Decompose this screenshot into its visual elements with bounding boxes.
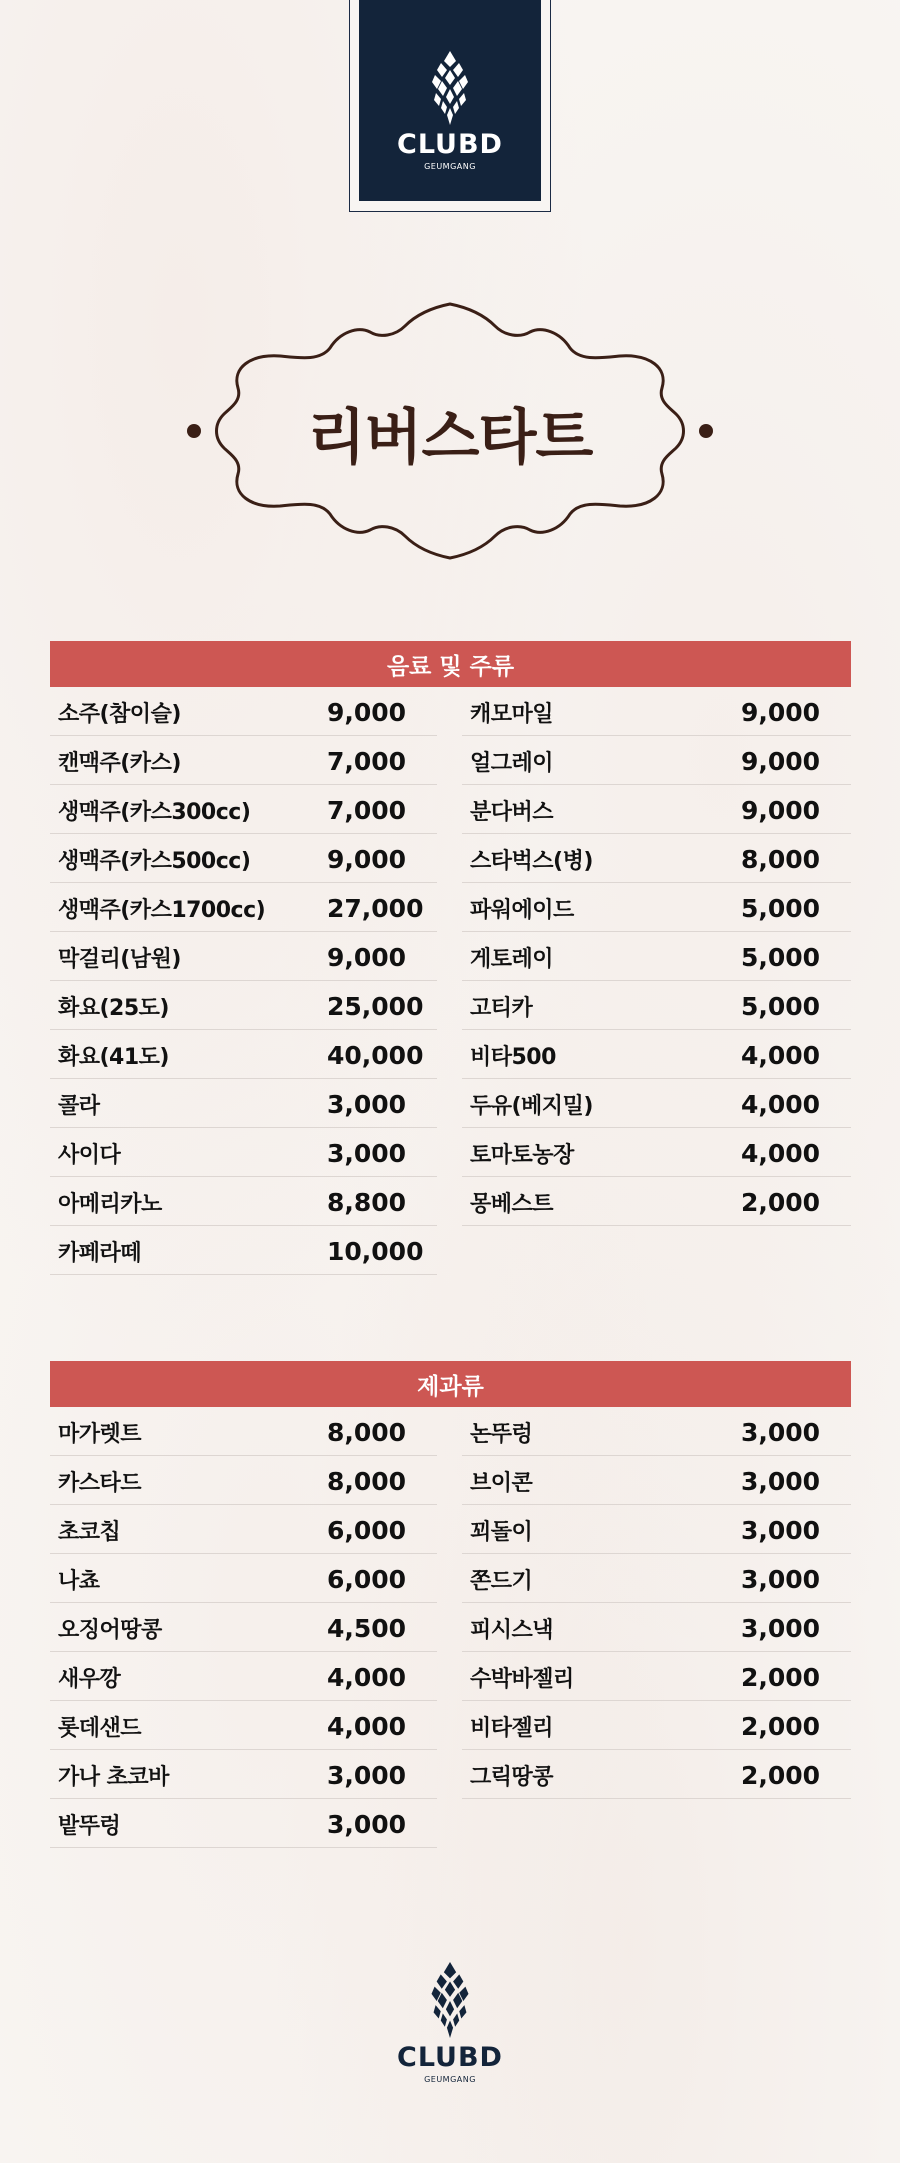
- menu-item-row: [50, 736, 437, 785]
- menu-item-price: 40,000: [327, 1041, 424, 1070]
- menu-item-row: [462, 736, 851, 785]
- menu-item-name: 논뚜렁: [470, 1422, 533, 1447]
- menu-item-row: [50, 1407, 437, 1456]
- section-header: 제과류: [50, 1361, 851, 1407]
- menu-item-price: 6,000: [327, 1516, 407, 1545]
- menu-item-row: [462, 1603, 851, 1652]
- menu-item-name: 두유(베지밀): [470, 1094, 593, 1119]
- menu-item-row: [462, 1505, 851, 1554]
- menu-item-row: [50, 1701, 437, 1750]
- menu-item-name: 카페라떼: [58, 1241, 142, 1266]
- menu-item-row: [50, 1505, 437, 1554]
- menu-item-row: [50, 932, 437, 981]
- menu-item-price: 3,000: [741, 1614, 821, 1643]
- menu-item-row: [50, 981, 437, 1030]
- menu-item-price: 3,000: [327, 1761, 407, 1790]
- menu-item-row: [462, 1554, 851, 1603]
- menu-item-name: 롯데샌드: [58, 1716, 142, 1741]
- menu-item-price: 4,000: [741, 1139, 821, 1168]
- menu-item-price: 5,000: [741, 943, 821, 972]
- menu-item-name: 생맥주(카스300cc): [58, 800, 251, 825]
- menu-item-price: 4,500: [327, 1614, 407, 1643]
- menu-item-name: 피시스낵: [470, 1618, 554, 1643]
- menu-item-name: 얼그레이: [470, 751, 554, 776]
- menu-item-name: 화요(25도): [58, 996, 169, 1021]
- menu-item-price: 9,000: [327, 943, 407, 972]
- menu-item-price: 8,800: [327, 1188, 407, 1217]
- menu-item-name: 게토레이: [470, 947, 554, 972]
- menu-item-name: 나쵸: [58, 1569, 100, 1594]
- menu-item-name: 브이콘: [470, 1471, 533, 1496]
- menu-column-left: [50, 1407, 437, 1848]
- menu-item-name: 비타500: [470, 1045, 556, 1070]
- menu-item-row: [462, 834, 851, 883]
- menu-item-price: 3,000: [327, 1810, 407, 1839]
- menu-item-row: [50, 1750, 437, 1799]
- menu-item-price: 2,000: [741, 1188, 821, 1217]
- menu-item-price: 4,000: [741, 1090, 821, 1119]
- menu-item-row: [462, 1030, 851, 1079]
- menu-column-right: [462, 1407, 851, 1799]
- menu-column-left: [50, 687, 437, 1275]
- menu-item-name: 카스타드: [58, 1471, 142, 1496]
- menu-item-name: 스타벅스(병): [470, 849, 593, 874]
- menu-item-name: 아메리카노: [58, 1192, 162, 1217]
- menu-item-row: [50, 785, 437, 834]
- menu-item-price: 4,000: [327, 1663, 407, 1692]
- menu-item-row: [462, 1177, 851, 1226]
- brand-name: CLUBD: [397, 2042, 503, 2073]
- menu-item-name: 캐모마일: [470, 702, 554, 727]
- menu-item-name: 꾀돌이: [470, 1520, 533, 1545]
- brand-sub: GEUMGANG: [424, 2075, 476, 2084]
- menu-item-name: 생맥주(카스500cc): [58, 849, 251, 874]
- menu-item-row: [462, 1128, 851, 1177]
- menu-item-price: 6,000: [327, 1565, 407, 1594]
- menu-item-price: 25,000: [327, 992, 424, 1021]
- menu-item-price: 5,000: [741, 894, 821, 923]
- menu-item-price: 7,000: [327, 747, 407, 776]
- menu-item-price: 3,000: [741, 1565, 821, 1594]
- top-logo-badge: [349, 0, 551, 212]
- menu-item-price: 3,000: [741, 1516, 821, 1545]
- menu-item-row: [50, 1652, 437, 1701]
- menu-item-row: [462, 1701, 851, 1750]
- menu-item-name: 캔맥주(카스): [58, 751, 181, 776]
- menu-item-price: 10,000: [327, 1237, 424, 1266]
- brand-name: CLUBD: [397, 129, 503, 160]
- menu-item-name: 오징어땅콩: [58, 1618, 162, 1643]
- title-ornament: [180, 296, 720, 566]
- menu-item-price: 3,000: [741, 1467, 821, 1496]
- bottom-logo: [390, 1962, 510, 2084]
- menu-item-name: 고티카: [470, 996, 533, 1021]
- menu-item-name: 파워에이드: [470, 898, 574, 923]
- menu-item-row: [50, 1799, 437, 1848]
- menu-item-row: [462, 883, 851, 932]
- menu-item-row: [50, 1456, 437, 1505]
- menu-item-name: 막걸리(남원): [58, 947, 181, 972]
- menu-item-price: 9,000: [741, 747, 821, 776]
- menu-item-row: [462, 1079, 851, 1128]
- menu-item-price: 9,000: [327, 845, 407, 874]
- menu-item-name: 소주(참이슬): [58, 702, 181, 727]
- menu-item-row: [50, 1226, 437, 1275]
- menu-item-price: 27,000: [327, 894, 424, 923]
- menu-item-price: 8,000: [327, 1418, 407, 1447]
- menu-item-name: 새우깡: [58, 1667, 121, 1692]
- menu-item-name: 몽베스트: [470, 1192, 554, 1217]
- menu-item-row: [462, 1456, 851, 1505]
- menu-item-price: 9,000: [741, 698, 821, 727]
- menu-item-row: [462, 1407, 851, 1456]
- menu-item-price: 3,000: [741, 1418, 821, 1447]
- menu-item-name: 사이다: [58, 1143, 121, 1168]
- menu-item-row: [50, 834, 437, 883]
- top-logo-panel: [359, 0, 541, 201]
- menu-item-row: [50, 1079, 437, 1128]
- menu-item-price: 9,000: [327, 698, 407, 727]
- menu-item-name: 수박바젤리: [470, 1667, 574, 1692]
- brand-sub: GEUMGANG: [424, 162, 476, 171]
- menu-item-name: 생맥주(카스1700cc): [58, 898, 266, 923]
- menu-item-price: 4,000: [741, 1041, 821, 1070]
- menu-item-name: 토마토농장: [470, 1143, 574, 1168]
- menu-item-row: [50, 1177, 437, 1226]
- menu-item-name: 마가렛트: [58, 1422, 142, 1447]
- menu-item-name: 콜라: [58, 1094, 100, 1119]
- page-title: 리버스타트: [307, 403, 593, 473]
- menu-item-name: 초코칩: [58, 1520, 121, 1545]
- menu-item-price: 5,000: [741, 992, 821, 1021]
- menu-item-row: [462, 932, 851, 981]
- menu-item-price: 8,000: [327, 1467, 407, 1496]
- menu-item-row: [50, 687, 437, 736]
- menu-item-price: 9,000: [741, 796, 821, 825]
- menu-item-row: [462, 1652, 851, 1701]
- menu-item-row: [462, 687, 851, 736]
- menu-item-row: [50, 1554, 437, 1603]
- menu-item-row: [50, 1128, 437, 1177]
- menu-item-price: 4,000: [327, 1712, 407, 1741]
- menu-item-name: 화요(41도): [58, 1045, 169, 1070]
- menu-item-row: [50, 1603, 437, 1652]
- menu-item-row: [462, 981, 851, 1030]
- menu-item-price: 2,000: [741, 1761, 821, 1790]
- menu-item-name: 쫀드기: [470, 1569, 533, 1594]
- menu-item-price: 7,000: [327, 796, 407, 825]
- pinecone-logo-icon: [428, 1962, 472, 2038]
- menu-item-row: [50, 1030, 437, 1079]
- menu-item-row: [462, 1750, 851, 1799]
- menu-item-price: 2,000: [741, 1663, 821, 1692]
- menu-item-price: 8,000: [741, 845, 821, 874]
- menu-item-name: 비타젤리: [470, 1716, 554, 1741]
- menu-item-name: 가나 초코바: [58, 1765, 169, 1790]
- pinecone-logo-icon: [430, 51, 470, 125]
- menu-item-name: 분다버스: [470, 800, 554, 825]
- menu-item-name: 밭뚜렁: [58, 1814, 121, 1839]
- menu-item-name: 그릭땅콩: [470, 1765, 554, 1790]
- menu-item-row: [50, 883, 437, 932]
- section-snacks: [50, 1361, 851, 1839]
- section-drinks: [50, 641, 851, 1266]
- menu-item-price: 2,000: [741, 1712, 821, 1741]
- menu-item-price: 3,000: [327, 1139, 407, 1168]
- menu-item-row: [462, 785, 851, 834]
- menu-item-price: 3,000: [327, 1090, 407, 1119]
- section-header: 음료 및 주류: [50, 641, 851, 687]
- menu-column-right: [462, 687, 851, 1226]
